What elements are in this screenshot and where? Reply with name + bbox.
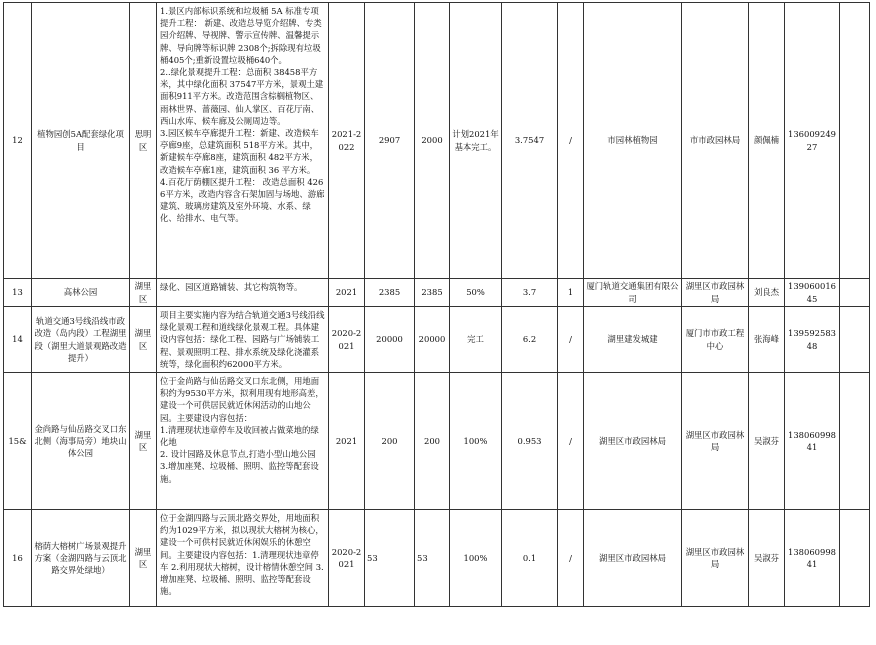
owner-unit-cell: 厦门轨道交通集团有限公司 bbox=[584, 279, 682, 307]
blank-cell-cell bbox=[840, 510, 870, 607]
planned-investment-cell: 53 bbox=[415, 510, 450, 607]
contact-person-cell: 刘良杰 bbox=[749, 279, 785, 307]
extra-value-cell: / bbox=[558, 307, 584, 373]
table-row bbox=[4, 373, 870, 510]
total-investment-cell: 2385 bbox=[365, 279, 415, 307]
construction-content-cell bbox=[157, 510, 329, 607]
owner-unit-cell: 市园林植物园 bbox=[584, 3, 682, 279]
content-line: 绿化、园区道路铺装、其它构筑物等。 bbox=[160, 282, 303, 292]
row-number-cell: 12 bbox=[4, 3, 32, 279]
project-name-cell: 植物园创5A配套绿化项目 bbox=[32, 3, 130, 279]
extra-value-cell: 1 bbox=[558, 279, 584, 307]
row-number-cell: 13 bbox=[4, 279, 32, 307]
responsible-dept-cell: 湖里区市政园林局 bbox=[682, 373, 749, 510]
construction-period-cell: 2020-2021 bbox=[329, 307, 365, 373]
content-line: 3.增加座凳、垃圾桶、照明、监控等配套设施。 bbox=[160, 461, 319, 484]
construction-period-cell: 2021 bbox=[329, 279, 365, 307]
table-row bbox=[4, 279, 870, 307]
contact-person-cell: 张海峰 bbox=[749, 307, 785, 373]
construction-content-cell bbox=[157, 373, 329, 510]
table-row bbox=[4, 510, 870, 607]
owner-unit-cell: 湖里建发城建 bbox=[584, 307, 682, 373]
content-line: 项目主要实施内容为结合轨道交通3号线沿线绿化景观工程和道线绿化景观工程。具体建设内容包括：绿化工程、园路与广场铺装工程、景观照明工程、排水系统及绿化浇灌系统等，绿化面积约62000平方米。 bbox=[160, 310, 325, 369]
blank-cell-cell bbox=[840, 307, 870, 373]
content-line: 2..绿化景观提升工程：总面积 38458平方米，其中绿化面积 37547平方米，景观土建面积911平方米。改造范围含棕榈植物区、雨林世界、蔷薇园、仙人掌区、百花厅南、西山水库、候车廊及公厕周边等。 bbox=[160, 67, 324, 126]
row-number-cell: 14 bbox=[4, 307, 32, 373]
content-line: 1.景区内部标识系统和垃圾桶 5A 标准专项提升工程： 新建、改造总导览介绍牌、专类园介绍牌、导视牌、警示宣传牌、温馨提示牌、导向牌等标识牌 2308个;拆除现有垃圾桶405个;重新设置垃圾桶640个。 bbox=[160, 6, 322, 65]
district-cell: 湖里区 bbox=[130, 307, 157, 373]
area-cell: 0.1 bbox=[502, 510, 558, 607]
area-cell: 3.7 bbox=[502, 279, 558, 307]
construction-content-cell bbox=[157, 307, 329, 373]
phone-number-cell: 13806099841 bbox=[785, 373, 840, 510]
total-investment-cell: 53 bbox=[365, 510, 415, 607]
row-number-cell: 16 bbox=[4, 510, 32, 607]
planned-investment-cell: 200 bbox=[415, 373, 450, 510]
responsible-dept-cell: 湖里区市政园林局 bbox=[682, 510, 749, 607]
planned-investment-cell: 2385 bbox=[415, 279, 450, 307]
progress-cell: 完工 bbox=[450, 307, 502, 373]
extra-value-cell: / bbox=[558, 3, 584, 279]
project-name-cell: 轨道交通3号线沿线市政改造（岛内段）工程湖里段（湖里大道景观路改造提升） bbox=[32, 307, 130, 373]
project-name-cell: 高林公园 bbox=[32, 279, 130, 307]
area-cell: 6.2 bbox=[502, 307, 558, 373]
district-cell: 思明区 bbox=[130, 3, 157, 279]
project-table bbox=[3, 2, 870, 607]
construction-content-cell bbox=[157, 279, 329, 307]
row-number-cell: 15& bbox=[4, 373, 32, 510]
construction-period-cell: 2020-2021 bbox=[329, 510, 365, 607]
extra-value-cell: / bbox=[558, 510, 584, 607]
content-line: 1.清理现状违章停车及收回被占做菜地的绿化地 bbox=[160, 424, 319, 448]
progress-cell: 100% bbox=[450, 373, 502, 510]
table-row bbox=[4, 3, 870, 279]
responsible-dept-cell: 厦门市市政工程中心 bbox=[682, 307, 749, 373]
district-cell: 湖里区 bbox=[130, 373, 157, 510]
area-cell: 0.953 bbox=[502, 373, 558, 510]
content-line: 3.园区候车亭廊提升工程：新建、改造候车亭廊9座，总建筑面积 518平方米。其中，新建候车亭廊8座，建筑面积 482平方米，改造候车亭廊1座，建筑面积 36 平方米。 bbox=[160, 128, 319, 175]
total-investment-cell: 20000 bbox=[365, 307, 415, 373]
phone-number-cell: 13959258348 bbox=[785, 307, 840, 373]
responsible-dept-cell: 湖里区市政园林局 bbox=[682, 279, 749, 307]
blank-cell-cell bbox=[840, 279, 870, 307]
table-row bbox=[4, 307, 870, 373]
area-cell: 3.7547 bbox=[502, 3, 558, 279]
planned-investment-cell: 2000 bbox=[415, 3, 450, 279]
planned-investment-cell: 20000 bbox=[415, 307, 450, 373]
contact-person-cell: 吴淑芬 bbox=[749, 510, 785, 607]
contact-person-cell: 颜佩楠 bbox=[749, 3, 785, 279]
project-name-cell: 金尚路与仙岳路交叉口东北侧（海事局旁）地块山体公园 bbox=[32, 373, 130, 510]
phone-number-cell: 13600924927 bbox=[785, 3, 840, 279]
owner-unit-cell: 湖里区市政园林局 bbox=[584, 510, 682, 607]
responsible-dept-cell: 市市政园林局 bbox=[682, 3, 749, 279]
content-line: 位于金湖四路与云顶北路交界处，用地面积约为1029平方米，拟以现状大榕树为核心，建设一个可供村民就近休闲娱乐的休憩空间。主要建设内容包括：1.清理现状违章停车 2.利用现状大榕树，设计榕情休憩空间 3.增加座凳、垃圾桶、照明、监控等配套设施。 bbox=[160, 513, 324, 597]
owner-unit-cell: 湖里区市政园林局 bbox=[584, 373, 682, 510]
blank-cell-cell bbox=[840, 3, 870, 279]
progress-cell: 100% bbox=[450, 510, 502, 607]
content-line: 2. 设计园路及休息节点,打造小型山地公园 bbox=[160, 449, 316, 460]
progress-cell: 50% bbox=[450, 279, 502, 307]
blank-cell-cell bbox=[840, 373, 870, 510]
phone-number-cell: 13806099841 bbox=[785, 510, 840, 607]
district-cell: 湖里区 bbox=[130, 510, 157, 607]
project-name-cell: 榕荫大榕树广场景观提升方案（金湖四路与云顶北路交界处绿地） bbox=[32, 510, 130, 607]
extra-value-cell: / bbox=[558, 373, 584, 510]
phone-number-cell: 13906001645 bbox=[785, 279, 840, 307]
construction-content-cell bbox=[157, 3, 329, 279]
contact-person-cell: 吴淑芬 bbox=[749, 373, 785, 510]
content-line: 4.百花厅荫棚区提升工程： 改造总面积 4266平方米，改造内容含石架加固与场地、游廊建筑、玻璃房建筑及室外环境、水系、绿化、给排水、电气等。 bbox=[160, 176, 325, 224]
district-cell: 湖里区 bbox=[130, 279, 157, 307]
construction-period-cell: 2021-2022 bbox=[329, 3, 365, 279]
content-line: 位于金尚路与仙岳路交叉口东北侧，用地面积约为9530平方米，拟利用现有地形高差，建设一个可供居民就近休闲活动的山地公园。主要建设内容包括： bbox=[160, 376, 324, 423]
total-investment-cell: 2907 bbox=[365, 3, 415, 279]
total-investment-cell: 200 bbox=[365, 373, 415, 510]
construction-period-cell: 2021 bbox=[329, 373, 365, 510]
progress-cell: 计划2021年基本完工。 bbox=[450, 3, 502, 279]
